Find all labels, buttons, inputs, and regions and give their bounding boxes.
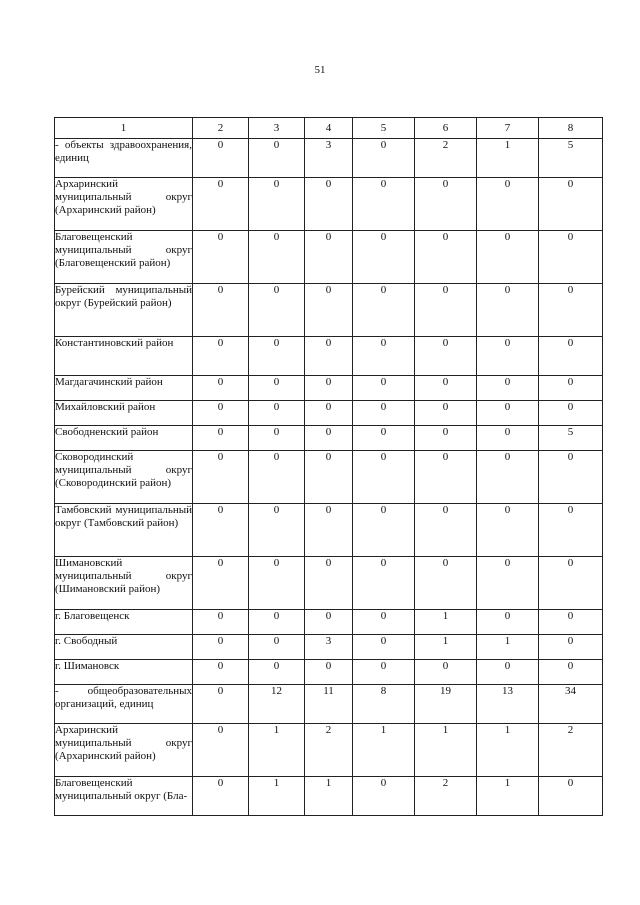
value-cell: 0 [193,139,249,178]
value-cell: 0 [305,557,353,610]
value-cell: 0 [249,426,305,451]
value-cell: 19 [415,685,477,724]
table-row [55,504,603,557]
value-cell: 0 [193,178,249,231]
value-cell: 0 [477,376,539,401]
value-cell: 0 [415,178,477,231]
value-cell: 11 [305,685,353,724]
column-header: 8 [539,118,603,139]
row-label: - объекты здравоохранения, единиц [55,139,193,178]
value-cell: 0 [353,178,415,231]
table-row [55,284,603,337]
table-row [55,376,603,401]
value-cell: 0 [539,284,603,337]
row-label: Шимановский муниципальный округ (Шимановский район) [55,557,193,610]
statistics-table [54,117,603,816]
row-label: Бурейский муниципальный округ (Бурейский район) [55,284,193,337]
value-cell: 0 [305,660,353,685]
value-cell: 0 [305,231,353,284]
row-label: Благовещенский муниципальный округ (Благовещенский район) [55,231,193,284]
row-label: Архаринский муниципальный округ (Архаринский район) [55,178,193,231]
value-cell: 1 [477,139,539,178]
value-cell: 0 [539,504,603,557]
row-label: г. Благовещенск [55,610,193,635]
value-cell: 0 [477,231,539,284]
value-cell: 0 [353,376,415,401]
value-cell: 0 [249,337,305,376]
table-header-row [55,118,603,139]
value-cell: 1 [249,724,305,777]
value-cell: 0 [415,504,477,557]
value-cell: 0 [193,685,249,724]
value-cell: 0 [353,635,415,660]
page-number: 51 [314,64,326,76]
value-cell: 0 [193,504,249,557]
value-cell: 1 [249,777,305,816]
column-header: 6 [415,118,477,139]
row-label: Свободненский район [55,426,193,451]
table-row [55,610,603,635]
value-cell: 0 [415,660,477,685]
value-cell: 0 [353,610,415,635]
table-row [55,660,603,685]
value-cell: 0 [249,504,305,557]
value-cell: 0 [249,376,305,401]
value-cell: 0 [353,426,415,451]
row-label: Архаринский муниципальный округ (Архаринский район) [55,724,193,777]
value-cell: 0 [193,376,249,401]
value-cell: 0 [193,610,249,635]
row-label: Константиновский район [55,337,193,376]
value-cell: 0 [249,231,305,284]
value-cell: 0 [193,724,249,777]
value-cell: 0 [353,660,415,685]
value-cell: 0 [415,231,477,284]
value-cell: 0 [193,231,249,284]
value-cell: 0 [477,426,539,451]
value-cell: 0 [249,660,305,685]
value-cell: 0 [477,660,539,685]
value-cell: 0 [477,451,539,504]
value-cell: 0 [415,337,477,376]
value-cell: 0 [477,401,539,426]
value-cell: 0 [415,426,477,451]
table-row [55,337,603,376]
table-row [55,178,603,231]
value-cell: 0 [539,777,603,816]
table-row [55,777,603,816]
value-cell: 0 [415,401,477,426]
value-cell: 0 [193,337,249,376]
value-cell: 0 [539,178,603,231]
value-cell: 0 [249,610,305,635]
value-cell: 2 [539,724,603,777]
value-cell: 0 [353,504,415,557]
value-cell: 0 [539,557,603,610]
value-cell: 0 [305,376,353,401]
value-cell: 0 [539,231,603,284]
value-cell: 1 [305,777,353,816]
table-row [55,139,603,178]
value-cell: 0 [415,451,477,504]
value-cell: 0 [305,451,353,504]
value-cell: 8 [353,685,415,724]
value-cell: 0 [305,504,353,557]
value-cell: 34 [539,685,603,724]
table-row [55,685,603,724]
row-label: Сковородинский муниципальный округ (Сковородинский район) [55,451,193,504]
column-header: 1 [55,118,193,139]
row-label: Магдагачинский район [55,376,193,401]
value-cell: 0 [353,557,415,610]
value-cell: 0 [249,178,305,231]
value-cell: 0 [193,557,249,610]
value-cell: 0 [477,557,539,610]
value-cell: 0 [539,337,603,376]
table-row [55,557,603,610]
value-cell: 0 [353,231,415,284]
value-cell: 0 [539,451,603,504]
column-header: 3 [249,118,305,139]
value-cell: 0 [249,451,305,504]
value-cell: 1 [477,777,539,816]
value-cell: 1 [415,635,477,660]
column-header: 7 [477,118,539,139]
row-label: г. Шимановск [55,660,193,685]
value-cell: 5 [539,426,603,451]
value-cell: 0 [415,557,477,610]
row-label: г. Свободный [55,635,193,660]
value-cell: 0 [353,451,415,504]
value-cell: 0 [249,401,305,426]
row-label: Благовещенский муниципальный округ (Бла- [55,777,193,816]
value-cell: 0 [305,337,353,376]
value-cell: 0 [193,426,249,451]
value-cell: 0 [353,777,415,816]
column-header: 2 [193,118,249,139]
value-cell: 5 [539,139,603,178]
table-row [55,724,603,777]
value-cell: 0 [193,401,249,426]
value-cell: 0 [249,284,305,337]
value-cell: 0 [193,660,249,685]
column-header: 5 [353,118,415,139]
value-cell: 0 [539,401,603,426]
value-cell: 3 [305,139,353,178]
table-row [55,451,603,504]
value-cell: 0 [477,178,539,231]
value-cell: 0 [539,660,603,685]
value-cell: 1 [353,724,415,777]
value-cell: 3 [305,635,353,660]
value-cell: 0 [249,557,305,610]
row-label: Михайловский район [55,401,193,426]
value-cell: 0 [193,777,249,816]
value-cell: 2 [415,777,477,816]
value-cell: 13 [477,685,539,724]
value-cell: 0 [249,139,305,178]
value-cell: 1 [415,610,477,635]
value-cell: 0 [305,426,353,451]
value-cell: 0 [415,376,477,401]
row-label: Тамбовский муниципальный округ (Тамбовский район) [55,504,193,557]
value-cell: 0 [305,401,353,426]
value-cell: 0 [353,337,415,376]
value-cell: 0 [249,635,305,660]
value-cell: 0 [539,635,603,660]
value-cell: 0 [193,635,249,660]
value-cell: 2 [305,724,353,777]
value-cell: 1 [477,635,539,660]
value-cell: 1 [477,724,539,777]
value-cell: 0 [305,178,353,231]
value-cell: 0 [193,451,249,504]
value-cell: 0 [353,139,415,178]
value-cell: 0 [305,610,353,635]
table-row [55,426,603,451]
value-cell: 0 [539,376,603,401]
value-cell: 1 [415,724,477,777]
value-cell: 0 [305,284,353,337]
value-cell: 0 [477,504,539,557]
value-cell: 0 [539,610,603,635]
value-cell: 0 [477,610,539,635]
row-label: - общеобразовательных организаций, единиц [55,685,193,724]
value-cell: 0 [353,284,415,337]
table-row [55,401,603,426]
value-cell: 0 [477,337,539,376]
value-cell: 0 [353,401,415,426]
value-cell: 0 [415,284,477,337]
value-cell: 0 [193,284,249,337]
value-cell: 0 [477,284,539,337]
column-header: 4 [305,118,353,139]
value-cell: 2 [415,139,477,178]
value-cell: 12 [249,685,305,724]
table-row [55,231,603,284]
table-row [55,635,603,660]
